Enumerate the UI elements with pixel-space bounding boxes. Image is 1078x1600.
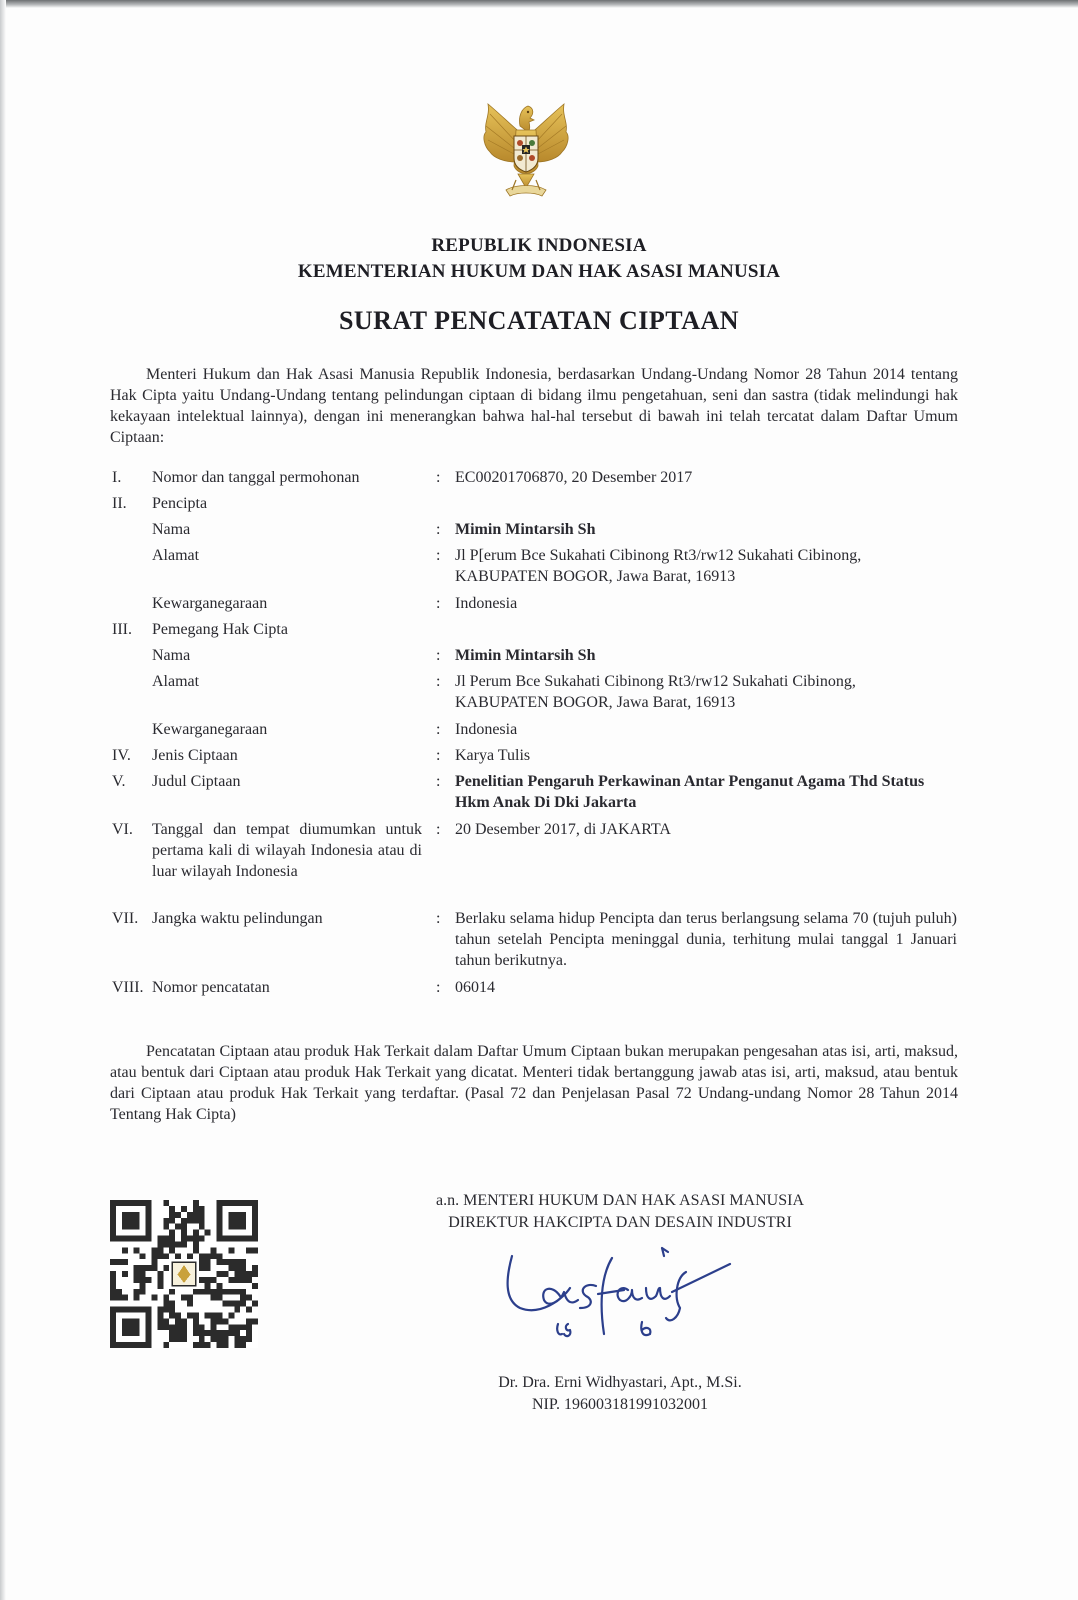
qr-code-icon[interactable] (110, 1200, 258, 1348)
signatory-nip: NIP. 196003181991032001 (531, 1396, 708, 1413)
field-colon: : (436, 469, 441, 486)
field-label: Alamat (152, 673, 200, 690)
holder-address-line1: Jl Perum Bce Sukahati Cibinong Rt3/rw12 Sukahati Cibinong, (455, 673, 856, 690)
field-colon: : (436, 721, 441, 738)
registration-number-value: 06014 (455, 979, 495, 996)
publication-date-value: 20 Desember 2017, di JAKARTA (455, 821, 671, 838)
section-number: IV. (112, 747, 131, 764)
field-colon: : (436, 979, 441, 996)
work-title-value: Penelitian Pengaruh Perkawinan Antar Penganut Agama Thd Status Hkm Anak Di Dki Jakarta (455, 773, 925, 811)
protection-period-value: Berlaku selama hidup Pencipta dan terus berlangsung selama 70 (tujuh puluh) tahun setelah Pencipta meninggal dunia, terhitung mulai tanggal 1 Januari tahun berikutnya. (455, 910, 957, 969)
application-number-value: EC00201706870, 20 Desember 2017 (455, 469, 693, 486)
intro-paragraph: Menteri Hukum dan Hak Asasi Manusia Republik Indonesia, berdasarkan Undang-Undang Nomor 28 Tahun 2014 tentang Hak Cipta yaitu Undang-Undang tentang pelindungan ciptaan di bidang ilmu pengetahuan, seni dan sastra (tidak melindungi hak kekayaan intelektual lainnya), dengan ini menerangkan bahwa hal-hal tersebut di bawah ini telah tercatat dalam Daftar Umum Ciptaan: (110, 366, 958, 446)
section-number: II. (112, 495, 127, 512)
field-colon: : (436, 821, 441, 838)
holder-address-line2: KABUPATEN BOGOR, Jawa Barat, 16913 (455, 694, 736, 711)
header-republic: REPUBLIK INDONESIA (431, 235, 647, 256)
field-label: Nama (152, 647, 191, 664)
work-type-value: Karya Tulis (455, 747, 531, 764)
section-number: I. (112, 469, 122, 486)
creator-address-line1: Jl P[erum Bce Sukahati Cibinong Rt3/rw12 Sukahati Cibinong, (455, 547, 862, 564)
field-label: Nomor dan tanggal permohonan (152, 469, 360, 486)
field-label: Alamat (152, 547, 200, 564)
signatory-name: Dr. Dra. Erni Widhyastari, Apt., M.Si. (498, 1374, 742, 1391)
section-number: VI. (112, 821, 133, 838)
signatory-position: DIREKTUR HAKCIPTA DAN DESAIN INDUSTRI (448, 1214, 792, 1231)
field-label: Tanggal dan tempat diumumkan untuk pertama kali di wilayah Indonesia atau di luar wilayah Indonesia (152, 821, 422, 880)
disclaimer-paragraph: Pencatatan Ciptaan atau produk Hak Terkait dalam Daftar Umum Ciptaan bukan merupakan pengesahan atas isi, arti, maksud, atau bentuk dari Ciptaan atau produk Hak Terkait yang dicatat. Menteri tidak bertanggung jawab atas isi, arti, maksud, atau bentuk dari Ciptaan atau produk Hak Terkait yang terdaftar. (Pasal 72 dan Penjelasan Pasal 72 Undang-undang Nomor 28 Tahun 2014 Tentang Hak Cipta) (110, 1043, 958, 1123)
field-colon: : (436, 747, 441, 764)
creator-address-line2: KABUPATEN BOGOR, Jawa Barat, 16913 (455, 568, 736, 585)
holder-nationality-value: Indonesia (455, 721, 518, 738)
field-colon: : (436, 547, 441, 564)
section-label-creator: Pencipta (152, 495, 208, 512)
signatory-on-behalf: a.n. MENTERI HUKUM DAN HAK ASASI MANUSIA (436, 1192, 804, 1209)
field-label: Judul Ciptaan (152, 773, 241, 790)
section-label-holder: Pemegang Hak Cipta (152, 621, 288, 638)
field-colon: : (436, 647, 441, 664)
field-colon: : (436, 521, 441, 538)
field-label: Nama (152, 521, 191, 538)
section-number: VII. (112, 910, 139, 927)
header-ministry: KEMENTERIAN HUKUM DAN HAK ASASI MANUSIA (297, 261, 781, 282)
field-label: Jenis Ciptaan (152, 747, 238, 764)
section-number: VIII. (112, 979, 144, 996)
section-number: III. (112, 621, 132, 638)
section-number: V. (112, 773, 126, 790)
document-title: SURAT PENCATATAN CIPTAAN (338, 306, 740, 335)
handwritten-signature (500, 1238, 750, 1346)
field-label: Kewarganegaraan (152, 721, 268, 738)
field-colon: : (436, 595, 441, 612)
creator-nationality-value: Indonesia (455, 595, 518, 612)
field-label: Nomor pencatatan (152, 979, 270, 996)
field-label: Jangka waktu pelindungan (152, 910, 323, 927)
creator-name-value: Mimin Mintarsih Sh (455, 521, 596, 538)
holder-name-value: Mimin Mintarsih Sh (455, 647, 596, 664)
field-label: Kewarganegaraan (152, 595, 268, 612)
field-colon: : (436, 673, 441, 690)
field-colon: : (436, 910, 441, 927)
field-colon: : (436, 773, 441, 790)
